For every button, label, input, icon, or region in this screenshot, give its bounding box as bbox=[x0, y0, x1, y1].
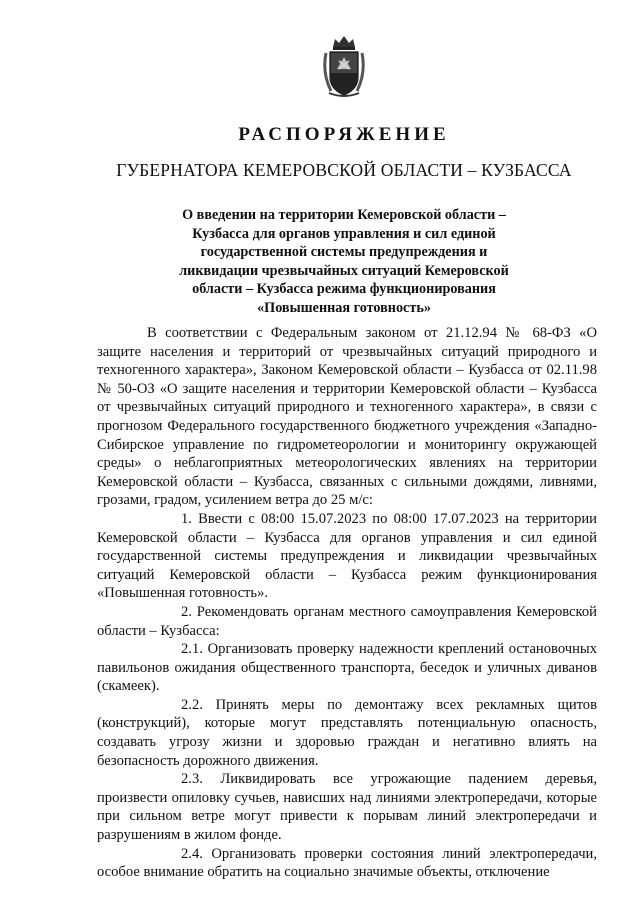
item-text: Организовать проверку надежности креплений остановочных павильонов ожидания общественного транспорта, беседок и уличных диванов (скамеек). bbox=[97, 641, 597, 695]
item-number: 2.1. bbox=[181, 641, 203, 658]
list-item bbox=[97, 845, 597, 882]
item-text: Ввести с 08:00 15.07.2023 по 08:00 17.07.2023 на территории Кемеровской области – Кузбасса для органов управления и сил единой государственной системы предупреждения и ликвидации чрезвычайных ситуаций Кемеровской области – Кузбасса режим функционирования «Повышенная готовность». bbox=[97, 510, 597, 602]
list-item bbox=[97, 510, 597, 603]
item-text: Рекомендовать органам местного самоуправления Кемеровской области – Кузбасса: bbox=[97, 603, 597, 639]
document-body bbox=[97, 324, 597, 882]
item-number: 2. bbox=[181, 603, 192, 620]
list-item bbox=[97, 603, 597, 640]
item-text: Принять меры по демонтажу всех рекламных щитов (конструкций), которые могут представлять потенциальную опасность, создавать угрозу жизни и здоровью граждан и негативно влиять на безопасность дорожного движения. bbox=[97, 696, 597, 769]
item-number: 1. bbox=[181, 510, 192, 527]
document-title: О введении на территории Кемеровской области – Кузбасса для органов управления и сил единой государственной системы предупреждения и ликвидации чрезвычайных ситуаций Кемеровской области – Кузбасса режима функционирования «Повышенная готовность» bbox=[179, 207, 509, 316]
item-number: 2.2. bbox=[181, 696, 203, 713]
preamble-paragraph: В соответствии с Федеральным законом от 21.12.94 № 68-ФЗ «О защите населения и территорий от чрезвычайных ситуаций природного и техногенного характера», Законом Кемеровской области – Кузбасса от 02.11.98 № 50-ОЗ «О защите населения и территории Кемеровской области – Кузбасса от чрезвычайных ситуаций природного и техногенного характера», в связи с прогнозом Федерального государственного бюджетного учреждения «Западно-Сибирское управление по гидрометеорологии и мониторингу окружающей среды» о неблагоприятных метеорологических явлениях на территории Кемеровской области – Кузбасса, связанных с сильными дождями, ливнями, грозами, градом, усилением ветра до 25 м/с: bbox=[97, 325, 597, 509]
document-type-heading: РАСПОРЯЖЕНИЕ bbox=[238, 124, 450, 145]
item-number: 2.4. bbox=[181, 845, 203, 862]
list-item bbox=[97, 770, 597, 844]
item-number: 2.3. bbox=[181, 771, 203, 788]
list-item bbox=[97, 640, 597, 696]
kuzbass-coat-of-arms-icon bbox=[321, 33, 367, 99]
item-text: Ликвидировать все угрожающие падением деревья, произвести опиловку сучьев, нависших над линиями электропередачи, которые при сильном ветре могут привести к порывам линий электропередачи и разрушениям в жилом фонде. bbox=[97, 771, 597, 844]
list-item bbox=[97, 696, 597, 770]
item-text: Организовать проверки состояния линий электропередачи, особое внимание обратить на социально значимые объекты, отключение bbox=[97, 845, 597, 881]
issuer-heading: ГУБЕРНАТОРА КЕМЕРОВСКОЙ ОБЛАСТИ – КУЗБАССА bbox=[116, 160, 572, 180]
